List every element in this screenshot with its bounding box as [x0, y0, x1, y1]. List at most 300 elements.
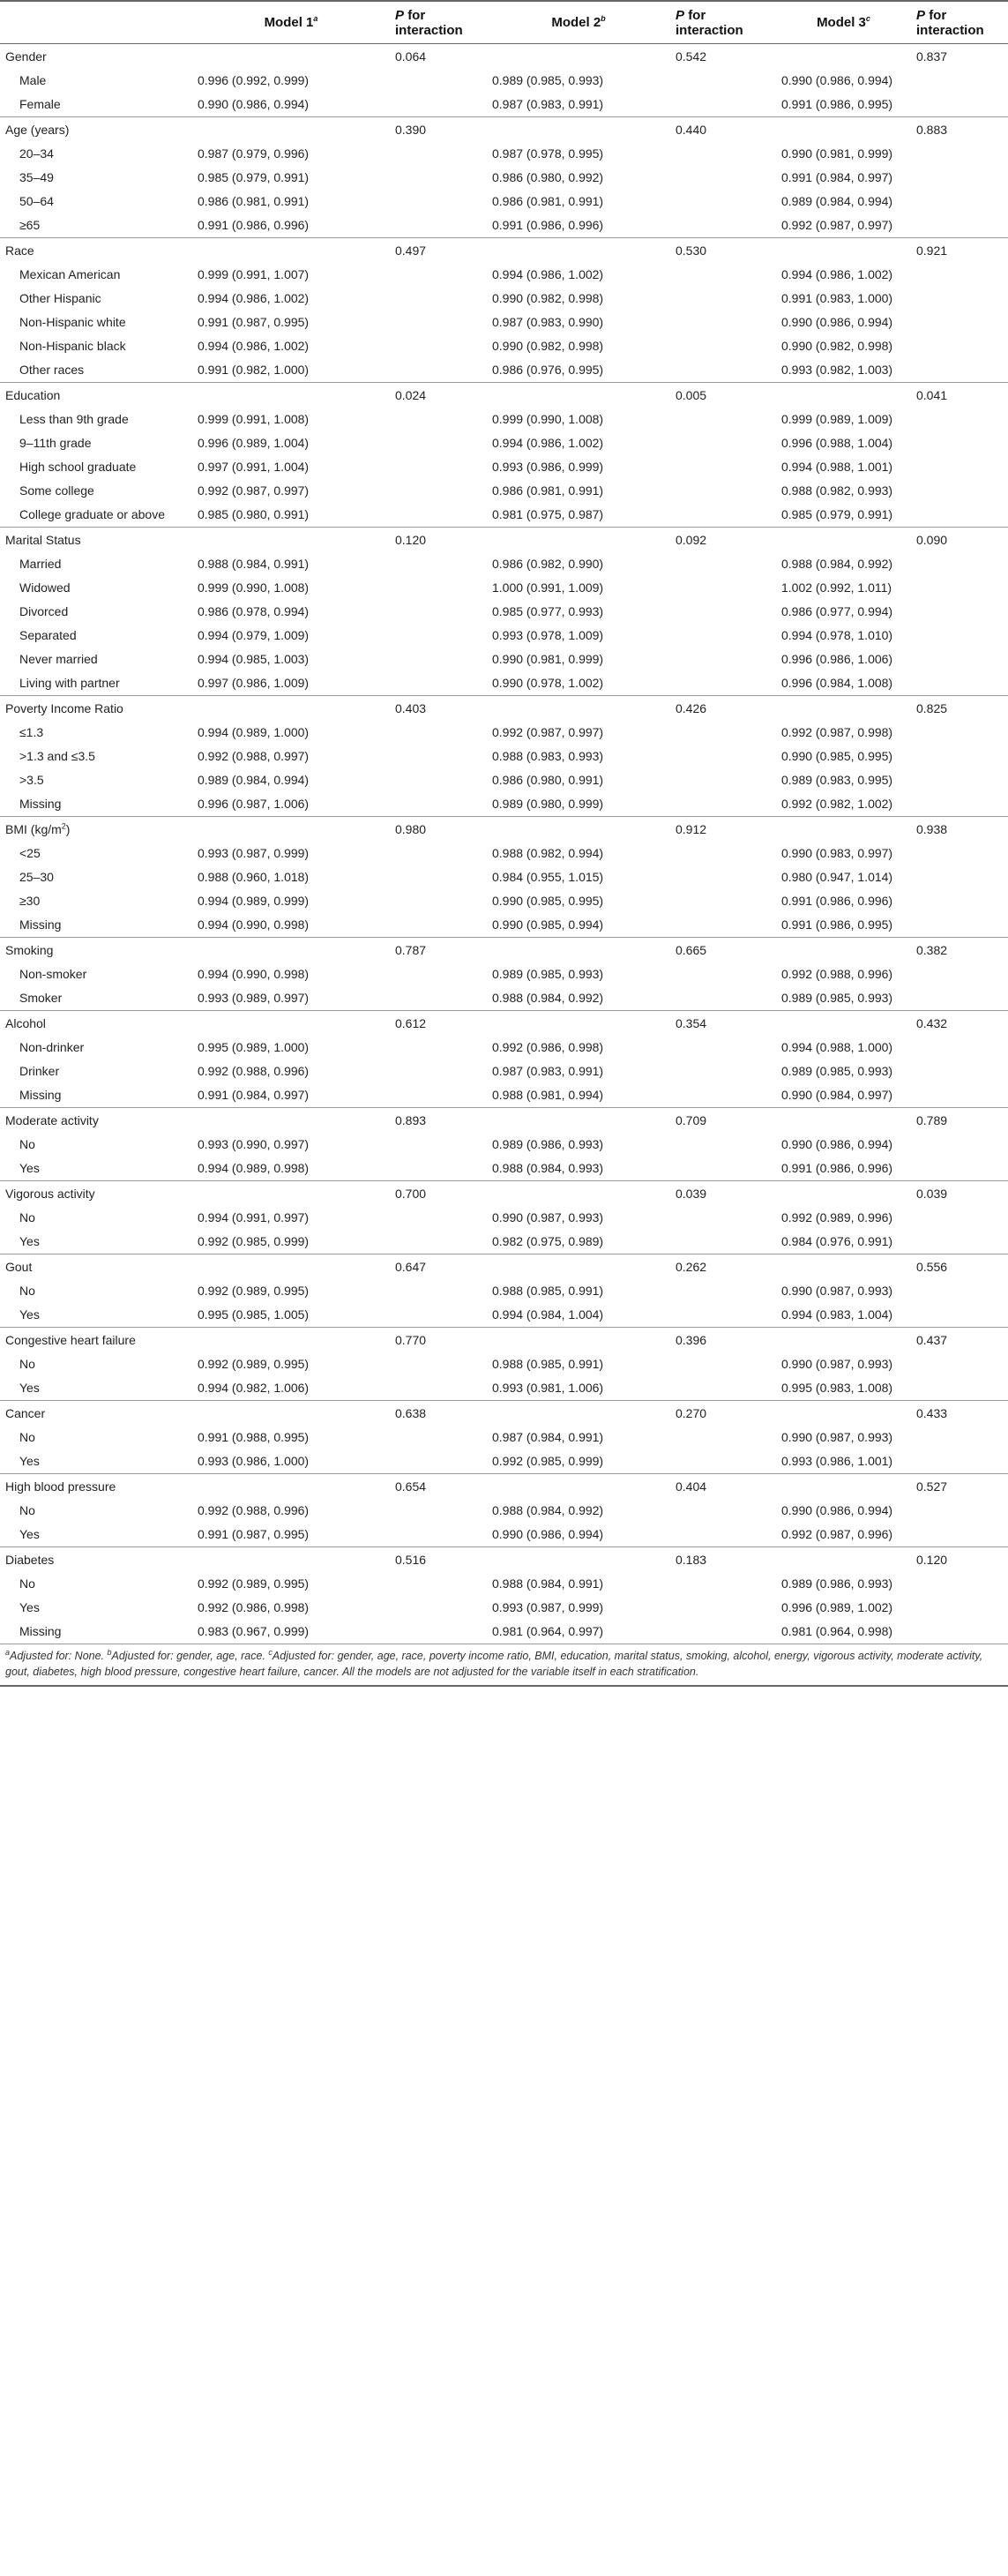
- table-row: [0, 1279, 1008, 1303]
- model-1-estimate: 0.987 (0.979, 0.996): [198, 146, 310, 161]
- empty-cell: [911, 745, 1008, 768]
- subgroup-label: No: [19, 1503, 35, 1517]
- model-3-estimate: 0.994 (0.988, 1.000): [781, 1040, 893, 1054]
- group-label: High blood pressure: [0, 1474, 192, 1500]
- empty-cell: [390, 648, 487, 671]
- model-1-estimate: 0.985 (0.980, 0.991): [198, 507, 310, 521]
- group-label: Congestive heart failure: [0, 1328, 192, 1353]
- model-2-estimate: 0.993 (0.981, 1.006): [492, 1381, 604, 1395]
- model-3-estimate: 0.993 (0.986, 1.001): [781, 1454, 893, 1468]
- empty-cell: [390, 503, 487, 528]
- empty-cell: [390, 1230, 487, 1254]
- model-3-estimate: 0.992 (0.987, 0.997): [781, 218, 893, 232]
- model-1-estimate: 0.993 (0.989, 0.997): [198, 991, 310, 1005]
- model-2-estimate: 0.981 (0.964, 0.997): [492, 1624, 604, 1638]
- table-row: [0, 287, 1008, 311]
- empty-cell: [776, 1547, 911, 1573]
- empty-cell: [192, 1181, 390, 1207]
- model-3-estimate: 0.990 (0.986, 0.994): [781, 315, 893, 329]
- table-row: [0, 576, 1008, 600]
- empty-cell: [670, 142, 776, 166]
- empty-cell: [390, 1206, 487, 1230]
- header-p-interaction-3: P for interaction: [911, 1, 1008, 44]
- subgroup-label: Non-Hispanic black: [19, 339, 126, 353]
- group-row: [0, 1254, 1008, 1280]
- model-2-estimate: 0.990 (0.985, 0.994): [492, 917, 604, 932]
- model-1-estimate: 0.994 (0.985, 1.003): [198, 652, 310, 666]
- group-row: [0, 1108, 1008, 1134]
- empty-cell: [911, 648, 1008, 671]
- empty-cell: [776, 1181, 911, 1207]
- model-3-estimate: 0.995 (0.983, 1.008): [781, 1381, 893, 1395]
- subgroup-label: Smoker: [19, 991, 63, 1005]
- subgroup-label: Yes: [19, 1381, 40, 1395]
- model-3-estimate: 0.990 (0.984, 0.997): [781, 1088, 893, 1102]
- model-1-estimate: 0.999 (0.991, 1.008): [198, 412, 310, 426]
- model-3-estimate: 0.994 (0.988, 1.001): [781, 460, 893, 474]
- group-label: Poverty Income Ratio: [0, 696, 192, 722]
- model-3-estimate: 1.002 (0.992, 1.011): [781, 580, 892, 595]
- model-1-estimate: 0.991 (0.987, 0.995): [198, 1527, 310, 1541]
- p-interaction-value: 0.390: [390, 117, 487, 143]
- model-1-estimate: 0.994 (0.989, 0.998): [198, 1161, 310, 1175]
- model-3-estimate: 0.991 (0.986, 0.996): [781, 1161, 893, 1175]
- empty-cell: [911, 1352, 1008, 1376]
- header-model-1: Model 1$^a$: [192, 1, 390, 44]
- table-row: [0, 431, 1008, 455]
- model-1-estimate: 0.992 (0.985, 0.999): [198, 1234, 310, 1248]
- empty-cell: [911, 1426, 1008, 1449]
- model-3-estimate: 0.993 (0.982, 1.003): [781, 363, 893, 377]
- subgroup-label: High school graduate: [19, 460, 137, 474]
- subgroup-label: No: [19, 1137, 35, 1151]
- empty-cell: [776, 696, 911, 722]
- table-row: [0, 671, 1008, 696]
- model-2-estimate: 0.989 (0.985, 0.993): [492, 967, 604, 981]
- empty-cell: [911, 142, 1008, 166]
- subgroup-label: Non-smoker: [19, 967, 87, 981]
- empty-cell: [670, 865, 776, 889]
- model-1-estimate: 0.996 (0.987, 1.006): [198, 797, 310, 811]
- model-1-estimate: 0.994 (0.986, 1.002): [198, 291, 310, 305]
- empty-cell: [911, 287, 1008, 311]
- model-2-estimate: 0.988 (0.984, 0.993): [492, 1161, 604, 1175]
- empty-cell: [776, 1011, 911, 1037]
- empty-cell: [390, 1426, 487, 1449]
- table-row: [0, 1523, 1008, 1547]
- empty-cell: [911, 962, 1008, 986]
- model-3-estimate: 0.989 (0.984, 0.994): [781, 194, 893, 208]
- empty-cell: [776, 817, 911, 842]
- empty-cell: [670, 334, 776, 358]
- model-2-estimate: 0.991 (0.986, 0.996): [492, 218, 604, 232]
- subgroup-label: Mexican American: [19, 267, 121, 281]
- subgroup-label: Yes: [19, 1307, 40, 1322]
- p-interaction-value: 0.403: [390, 696, 487, 722]
- empty-cell: [776, 238, 911, 264]
- empty-cell: [911, 1303, 1008, 1328]
- model-3-estimate: 0.992 (0.989, 0.996): [781, 1210, 893, 1224]
- p-interaction-value: 0.024: [390, 383, 487, 408]
- table-row: [0, 648, 1008, 671]
- model-2-estimate: 0.986 (0.980, 0.992): [492, 170, 604, 184]
- p-interaction-value: 0.262: [670, 1254, 776, 1280]
- p-interaction-value: 0.770: [390, 1328, 487, 1353]
- p-interaction-value: 0.837: [911, 44, 1008, 70]
- model-2-estimate: 0.984 (0.955, 1.015): [492, 870, 604, 884]
- table-row: [0, 455, 1008, 479]
- model-2-estimate: 0.992 (0.985, 0.999): [492, 1454, 604, 1468]
- empty-cell: [487, 1328, 670, 1353]
- model-2-estimate: 0.992 (0.986, 0.998): [492, 1040, 604, 1054]
- subgroup-label: Less than 9th grade: [19, 412, 129, 426]
- model-2-estimate: 0.981 (0.975, 0.987): [492, 507, 604, 521]
- empty-cell: [776, 938, 911, 963]
- empty-cell: [776, 1474, 911, 1500]
- table-row: [0, 263, 1008, 287]
- model-1-estimate: 0.997 (0.991, 1.004): [198, 460, 310, 474]
- model-2-estimate: 0.999 (0.990, 1.008): [492, 412, 604, 426]
- empty-cell: [776, 1328, 911, 1353]
- model-3-estimate: 0.990 (0.983, 0.997): [781, 846, 893, 860]
- empty-cell: [670, 1036, 776, 1060]
- model-1-estimate: 0.999 (0.990, 1.008): [198, 580, 310, 595]
- empty-cell: [390, 479, 487, 503]
- empty-cell: [487, 1011, 670, 1037]
- model-1-estimate: 0.994 (0.989, 1.000): [198, 725, 310, 739]
- empty-cell: [776, 44, 911, 70]
- model-3-estimate: 0.988 (0.982, 0.993): [781, 483, 893, 498]
- empty-cell: [670, 190, 776, 213]
- subgroup-label: Divorced: [19, 604, 69, 618]
- empty-cell: [911, 93, 1008, 117]
- model-1-estimate: 0.994 (0.989, 0.999): [198, 894, 310, 908]
- subgroup-label: Male: [19, 73, 47, 87]
- empty-cell: [390, 1303, 487, 1328]
- empty-cell: [192, 817, 390, 842]
- table-row: [0, 768, 1008, 792]
- empty-cell: [390, 455, 487, 479]
- p-interaction-value: 0.612: [390, 1011, 487, 1037]
- subgroup-label: 20–34: [19, 146, 54, 161]
- model-1-estimate: 0.992 (0.988, 0.996): [198, 1064, 310, 1078]
- header-variable: [0, 1, 192, 44]
- empty-cell: [390, 986, 487, 1011]
- empty-cell: [670, 648, 776, 671]
- empty-cell: [390, 334, 487, 358]
- model-3-estimate: 0.989 (0.985, 0.993): [781, 1064, 893, 1078]
- table-row: [0, 1449, 1008, 1474]
- subgroup-label: Missing: [19, 1088, 62, 1102]
- model-3-estimate: 0.990 (0.981, 0.999): [781, 146, 893, 161]
- subgroup-label: Yes: [19, 1234, 40, 1248]
- table-row: [0, 552, 1008, 576]
- empty-cell: [911, 358, 1008, 383]
- model-3-estimate: 0.994 (0.978, 1.010): [781, 628, 893, 642]
- empty-cell: [911, 671, 1008, 696]
- model-1-estimate: 0.991 (0.988, 0.995): [198, 1430, 310, 1444]
- empty-cell: [911, 190, 1008, 213]
- empty-cell: [911, 865, 1008, 889]
- empty-cell: [776, 1401, 911, 1427]
- empty-cell: [487, 44, 670, 70]
- model-1-estimate: 0.992 (0.989, 0.995): [198, 1284, 310, 1298]
- model-1-estimate: 0.983 (0.967, 0.999): [198, 1624, 310, 1638]
- table-row: [0, 889, 1008, 913]
- p-interaction-value: 0.556: [911, 1254, 1008, 1280]
- empty-cell: [390, 1157, 487, 1181]
- group-label: Gender: [0, 44, 192, 70]
- empty-cell: [911, 552, 1008, 576]
- p-interaction-value: 0.542: [670, 44, 776, 70]
- empty-cell: [192, 1401, 390, 1427]
- p-interaction-value: 0.432: [911, 1011, 1008, 1037]
- table-footnote: $^a$Adjusted for: None. $^b$Adjusted for: gender, age, race. $^c$Adjusted for: gender, age, race, poverty income ratio, BMI, education, marital status, smoking, alcohol, energy, vigorous activity, moderate activity, gout, diabetes, high blood pressure, congestive heart failure, cancer. All the models are not adjusted for the variable itself in each stratification.: [0, 1644, 1008, 1687]
- empty-cell: [776, 1108, 911, 1134]
- subgroup-label: Non-Hispanic white: [19, 315, 126, 329]
- empty-cell: [390, 431, 487, 455]
- empty-cell: [487, 1547, 670, 1573]
- empty-cell: [670, 1133, 776, 1157]
- empty-cell: [911, 1523, 1008, 1547]
- empty-cell: [390, 1620, 487, 1644]
- empty-cell: [390, 889, 487, 913]
- group-row: [0, 383, 1008, 408]
- table-row: [0, 1596, 1008, 1620]
- p-interaction-value: 0.183: [670, 1547, 776, 1573]
- p-interaction-value: 0.396: [670, 1328, 776, 1353]
- header-model-3: Model 3$^c$: [776, 1, 911, 44]
- empty-cell: [670, 624, 776, 648]
- p-interaction-value: 0.883: [911, 117, 1008, 143]
- empty-cell: [911, 455, 1008, 479]
- model-2-estimate: 0.989 (0.985, 0.993): [492, 73, 604, 87]
- model-2-estimate: 0.994 (0.986, 1.002): [492, 267, 604, 281]
- subgroup-label: Other Hispanic: [19, 291, 101, 305]
- table-row: [0, 213, 1008, 238]
- empty-cell: [390, 142, 487, 166]
- p-interaction-value: 0.064: [390, 44, 487, 70]
- model-3-estimate: 0.990 (0.985, 0.995): [781, 749, 893, 763]
- empty-cell: [390, 93, 487, 117]
- group-label: Alcohol: [0, 1011, 192, 1037]
- table-body: [0, 44, 1008, 1644]
- table-row: [0, 93, 1008, 117]
- model-1-estimate: 0.994 (0.982, 1.006): [198, 1381, 310, 1395]
- model-1-estimate: 0.992 (0.988, 0.997): [198, 749, 310, 763]
- p-interaction-value: 0.404: [670, 1474, 776, 1500]
- empty-cell: [487, 1401, 670, 1427]
- empty-cell: [911, 1036, 1008, 1060]
- model-2-estimate: 0.990 (0.982, 0.998): [492, 291, 604, 305]
- subgroup-label: Yes: [19, 1600, 40, 1614]
- table-row: [0, 190, 1008, 213]
- model-3-estimate: 0.989 (0.986, 0.993): [781, 1576, 893, 1591]
- empty-cell: [670, 1449, 776, 1474]
- group-row: [0, 817, 1008, 842]
- model-2-estimate: 0.989 (0.980, 0.999): [492, 797, 604, 811]
- empty-cell: [776, 383, 911, 408]
- group-label: Smoking: [0, 938, 192, 963]
- model-2-estimate: 0.988 (0.982, 0.994): [492, 846, 604, 860]
- group-row: [0, 1181, 1008, 1207]
- empty-cell: [911, 69, 1008, 93]
- subgroup-label: Some college: [19, 483, 94, 498]
- empty-cell: [390, 1499, 487, 1523]
- subgroup-label: 50–64: [19, 194, 54, 208]
- model-1-estimate: 0.992 (0.989, 0.995): [198, 1357, 310, 1371]
- empty-cell: [670, 1303, 776, 1328]
- empty-cell: [390, 358, 487, 383]
- empty-cell: [911, 408, 1008, 431]
- p-interaction-value: 0.440: [670, 117, 776, 143]
- model-1-estimate: 0.991 (0.986, 0.996): [198, 218, 310, 232]
- empty-cell: [487, 938, 670, 963]
- model-3-estimate: 0.991 (0.986, 0.995): [781, 97, 893, 111]
- empty-cell: [670, 1206, 776, 1230]
- group-row: [0, 238, 1008, 264]
- p-interaction-value: 0.497: [390, 238, 487, 264]
- empty-cell: [670, 358, 776, 383]
- empty-cell: [670, 479, 776, 503]
- subgroup-label: College graduate or above: [19, 507, 166, 521]
- subgroup-label: Female: [19, 97, 61, 111]
- table-row: [0, 600, 1008, 624]
- empty-cell: [670, 1083, 776, 1108]
- empty-cell: [911, 1133, 1008, 1157]
- model-2-estimate: 0.987 (0.983, 0.991): [492, 1064, 604, 1078]
- table-row: [0, 1303, 1008, 1328]
- empty-cell: [670, 1279, 776, 1303]
- model-3-estimate: 0.990 (0.982, 0.998): [781, 339, 893, 353]
- model-3-estimate: 0.990 (0.986, 0.994): [781, 1503, 893, 1517]
- table-row: [0, 1620, 1008, 1644]
- empty-cell: [670, 1157, 776, 1181]
- empty-cell: [670, 600, 776, 624]
- empty-cell: [670, 962, 776, 986]
- subgroup-label: No: [19, 1284, 35, 1298]
- model-2-estimate: 0.986 (0.981, 0.991): [492, 483, 604, 498]
- model-3-estimate: 0.990 (0.987, 0.993): [781, 1430, 893, 1444]
- table-row: [0, 311, 1008, 334]
- empty-cell: [487, 1474, 670, 1500]
- group-row: [0, 1328, 1008, 1353]
- empty-cell: [670, 69, 776, 93]
- empty-cell: [390, 1449, 487, 1474]
- empty-cell: [776, 1254, 911, 1280]
- model-2-estimate: 0.993 (0.986, 0.999): [492, 460, 604, 474]
- table-row: [0, 865, 1008, 889]
- group-label: Vigorous activity: [0, 1181, 192, 1207]
- empty-cell: [911, 213, 1008, 238]
- model-3-estimate: 0.981 (0.964, 0.998): [781, 1624, 893, 1638]
- model-2-estimate: 0.985 (0.977, 0.993): [492, 604, 604, 618]
- model-3-estimate: 0.990 (0.986, 0.994): [781, 1137, 893, 1151]
- table-row: [0, 358, 1008, 383]
- empty-cell: [670, 1352, 776, 1376]
- empty-cell: [390, 962, 487, 986]
- table-row: [0, 1426, 1008, 1449]
- model-2-estimate: 0.986 (0.980, 0.991): [492, 773, 604, 787]
- model-2-estimate: 0.990 (0.986, 0.994): [492, 1527, 604, 1541]
- p-interaction-value: 0.120: [911, 1547, 1008, 1573]
- empty-cell: [670, 166, 776, 190]
- subgroup-label: >3.5: [19, 773, 44, 787]
- empty-cell: [390, 600, 487, 624]
- model-1-estimate: 0.992 (0.986, 0.998): [198, 1600, 310, 1614]
- empty-cell: [670, 768, 776, 792]
- empty-cell: [911, 166, 1008, 190]
- model-3-estimate: 0.984 (0.976, 0.991): [781, 1234, 893, 1248]
- model-2-estimate: 0.987 (0.983, 0.990): [492, 315, 604, 329]
- empty-cell: [670, 576, 776, 600]
- model-3-estimate: 0.986 (0.977, 0.994): [781, 604, 893, 618]
- empty-cell: [911, 768, 1008, 792]
- empty-cell: [911, 842, 1008, 865]
- group-label: Marital Status: [0, 528, 192, 553]
- empty-cell: [911, 624, 1008, 648]
- group-label: Gout: [0, 1254, 192, 1280]
- subgroup-label: Separated: [19, 628, 77, 642]
- empty-cell: [390, 1352, 487, 1376]
- table-row: [0, 913, 1008, 938]
- subgroup-label: <25: [19, 846, 41, 860]
- model-2-estimate: 0.994 (0.986, 1.002): [492, 436, 604, 450]
- p-interaction-value: 0.938: [911, 817, 1008, 842]
- empty-cell: [390, 671, 487, 696]
- subgroup-label: Married: [19, 557, 62, 571]
- empty-cell: [192, 383, 390, 408]
- empty-cell: [670, 1376, 776, 1401]
- empty-cell: [670, 311, 776, 334]
- empty-cell: [390, 1596, 487, 1620]
- empty-cell: [776, 117, 911, 143]
- model-1-estimate: 0.994 (0.986, 1.002): [198, 339, 310, 353]
- empty-cell: [911, 503, 1008, 528]
- table-row: [0, 334, 1008, 358]
- model-1-estimate: 0.994 (0.990, 0.998): [198, 917, 310, 932]
- p-interaction-value: 0.090: [911, 528, 1008, 553]
- empty-cell: [390, 213, 487, 238]
- model-2-estimate: 0.988 (0.985, 0.991): [492, 1357, 604, 1371]
- model-1-estimate: 0.986 (0.978, 0.994): [198, 604, 310, 618]
- model-3-estimate: 0.980 (0.947, 1.014): [781, 870, 893, 884]
- model-3-estimate: 0.989 (0.983, 0.995): [781, 773, 893, 787]
- model-1-estimate: 0.999 (0.991, 1.007): [198, 267, 310, 281]
- empty-cell: [390, 842, 487, 865]
- empty-cell: [670, 93, 776, 117]
- model-3-estimate: 0.992 (0.988, 0.996): [781, 967, 893, 981]
- empty-cell: [670, 213, 776, 238]
- empty-cell: [192, 1474, 390, 1500]
- empty-cell: [390, 865, 487, 889]
- model-3-estimate: 0.996 (0.986, 1.006): [781, 652, 893, 666]
- empty-cell: [390, 69, 487, 93]
- empty-cell: [911, 792, 1008, 817]
- empty-cell: [192, 938, 390, 963]
- empty-cell: [390, 1523, 487, 1547]
- empty-cell: [390, 408, 487, 431]
- model-3-estimate: 0.990 (0.987, 0.993): [781, 1284, 893, 1298]
- model-1-estimate: 0.991 (0.984, 0.997): [198, 1088, 310, 1102]
- empty-cell: [390, 1036, 487, 1060]
- p-interaction-value: 0.921: [911, 238, 1008, 264]
- model-2-estimate: 0.986 (0.981, 0.991): [492, 194, 604, 208]
- group-label: Cancer: [0, 1401, 192, 1427]
- model-3-estimate: 0.996 (0.984, 1.008): [781, 676, 893, 690]
- subgroup-label: 35–49: [19, 170, 54, 184]
- p-interaction-value: 0.530: [670, 238, 776, 264]
